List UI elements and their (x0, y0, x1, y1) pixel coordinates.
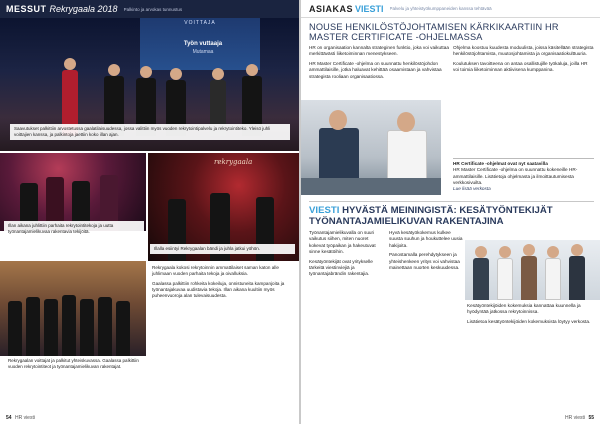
read-more-link[interactable]: Lue lisää verkosta (453, 186, 491, 192)
person-head (475, 246, 487, 258)
body-paragraph: Rekrygaala kokosi rekrytoinnin ammattilaiset saman katon alle juhlimaan vuoden parhaita tekoja ja oivalluksia. (152, 265, 279, 277)
section-title: Rekrygaala 2018 (49, 4, 118, 14)
title-accent: VIESTI (309, 205, 340, 216)
person-head (571, 244, 583, 256)
section-accent: VIESTI (355, 3, 384, 14)
person-head (170, 68, 182, 80)
lead-paragraph: HR on organisaation kannalta strateginen funktio, joka voi vaikuttaa merkittävästi liiketoiminnan menestykseen. (309, 45, 449, 57)
article-title (309, 206, 594, 227)
article-title: NOUSE HENKILÖSTÖJOHTAMISEN KÄRKIKAARTIIN HR MASTER CERTIFICATE -OHJELMASSA (309, 22, 559, 42)
article-column (453, 45, 594, 77)
article-paragraph: Panostamalla perehdytykseen ja yhteishenkeen yritys voi vahvistaa mainettaan nuorten keskuudessa. (389, 252, 460, 271)
article-paragraph: Työnantajamielikuvalla on suuri vaikutus siihen, miten nuoret kokevat työpaikan ja hakeutuvat sinne kesätöihin. (309, 230, 376, 255)
section-kicker: ASIAKAS (309, 3, 354, 14)
stage-caption: Saavutukset palkittiin arvostetussa gaalatilaisuudessa, jossa valittiin myös vuoden rekrytointipalvelu ja rekrytointiteko. Yleisö juhli voittajien kanssa, ja palkintoja jaettiin koko illan ajan. (10, 124, 290, 140)
article-paragraph: Ohjelma koostuu kuudesta moduulista, joissa käsitellään strategista henkilöstöjohtamista, muutosjohtamista ja organisaatiokulttuuria. (453, 45, 594, 57)
person-head (212, 68, 224, 80)
page-number: 55 (588, 415, 594, 421)
band-sign-text: rekrygaala (214, 158, 253, 166)
person-silhouette (98, 297, 112, 356)
person-silhouette (116, 301, 130, 356)
article-paragraph: Kesätyöntekijöiden kokemuksia kannattaa kuunnella ja hyödyntää jatkossa rekrytoinnissa. (467, 303, 581, 315)
article-column (309, 230, 385, 281)
person-silhouette (473, 258, 489, 300)
left-footer (6, 415, 35, 421)
person-head (140, 66, 152, 78)
band-caption: Illalla esiintyi Rekrygaalan bändi ja juhla jatkui yöhön. (150, 244, 295, 254)
info-box-heading: HR Certificate -ohjelmat ovat nyt saatavilla (453, 161, 548, 166)
person-silhouette (521, 256, 537, 300)
person-head (523, 244, 535, 256)
article-paragraph: Lisätietoa kesätyöntekijöiden kokemuksista löytyy verkosta. (467, 318, 591, 324)
right-header (301, 0, 600, 18)
right-page (301, 0, 600, 424)
person-head (246, 64, 258, 76)
body-paragraph: Gaalassa palkittiin rohkeita kokeiluja, onnistuneita kampanjoita ja työnantajakuvaa uudistavia tekoja. Illan aikana kuultiin myös puheenvuoroja alan tulevaisuudesta. (152, 280, 285, 299)
person-head (397, 112, 415, 132)
screen-label: VOITTAJA (184, 20, 216, 26)
lead-paragraph: HR Master Certificate -ohjelma on suunnattu henkilöstöjohdon ammattilaisille, jotka haluavat kehittää osaamistaan ja vahvistaa strategista rooliaan organisaatiossa. (309, 60, 442, 79)
person-head (329, 110, 347, 130)
info-box (453, 158, 594, 192)
group-photo (0, 261, 146, 356)
article-divider (309, 201, 594, 202)
person-silhouette (44, 299, 58, 356)
left-body-text (152, 265, 296, 302)
article-paragraph: Koulutuksen tavoitteena on antaa osallistujille työkaluja, joilla HR voi toimia liiketoiminnan aktiivisena kumppanina. (453, 60, 588, 73)
person-silhouette (80, 299, 94, 356)
screen-subname: Mutamaa (192, 49, 214, 55)
person-silhouette (545, 258, 561, 300)
info-box-text: HR Master Certificate -ohjelma on suunnattu kokeneille HR-ammattilaisille. Lisätietoja ohjelmasta ja ilmoittautumisesta verkkosivuilta. (453, 167, 578, 185)
handshake-photo (301, 100, 441, 195)
group-caption: Rekrygaalan voittajat ja palkitut yhteiskuvassa. Gaalassa palkittiin vuoden rekrytointiteot ja työnantajamielikuvan rakentajat. (8, 358, 139, 369)
person-head (547, 246, 559, 258)
person-head (499, 246, 511, 258)
article-column (467, 303, 594, 328)
header-tagline: Palkinto ja arvokas tunnustus (123, 6, 183, 12)
magazine-name: HR viesti (565, 415, 586, 421)
person-silhouette (497, 258, 513, 300)
screen-name: Työn vuttaaja (183, 41, 223, 47)
page-number: 54 (6, 415, 12, 421)
person-silhouette (26, 297, 40, 356)
team-photo (465, 240, 600, 300)
article-paragraph: Hyvä kesätyökokemus kulkee suusta suuhun ja houkuttelee uusia hakijoita. (389, 230, 463, 248)
article-lead (309, 45, 449, 83)
article-paragraph: Kesätyöntekijät ovat yritykselle tärkeitä viestinviejiä ja työnantajabrändin rakentajia. (309, 258, 373, 277)
left-page (0, 0, 299, 424)
party-photo (0, 153, 146, 231)
header-tagline: Palvelu ja yhteistyökumppaneiden kanssa tehtävää (389, 6, 492, 11)
title-text: HYVÄSTÄ MEININGISTÄ: KESÄTYÖNTEKIJÄT TYÖNANTAJAMIELIKUVAN RAKENTAJINA (309, 205, 553, 227)
left-header (0, 0, 299, 18)
person-head (108, 64, 120, 76)
person-silhouette (8, 301, 22, 356)
section-kicker: MESSUT (6, 4, 47, 14)
person-head (64, 58, 76, 70)
article-column (389, 230, 463, 274)
person-silhouette (569, 256, 585, 300)
person-silhouette (62, 295, 76, 356)
party-caption: Illan aikana juhlittiin parhaita rekrytointitekoja ja uutta työnantajamielikuvaa rakentavia tekijöitä. (4, 221, 144, 237)
right-footer (565, 415, 594, 421)
table-surface (301, 178, 441, 195)
magazine-name: HR viesti (14, 415, 35, 421)
